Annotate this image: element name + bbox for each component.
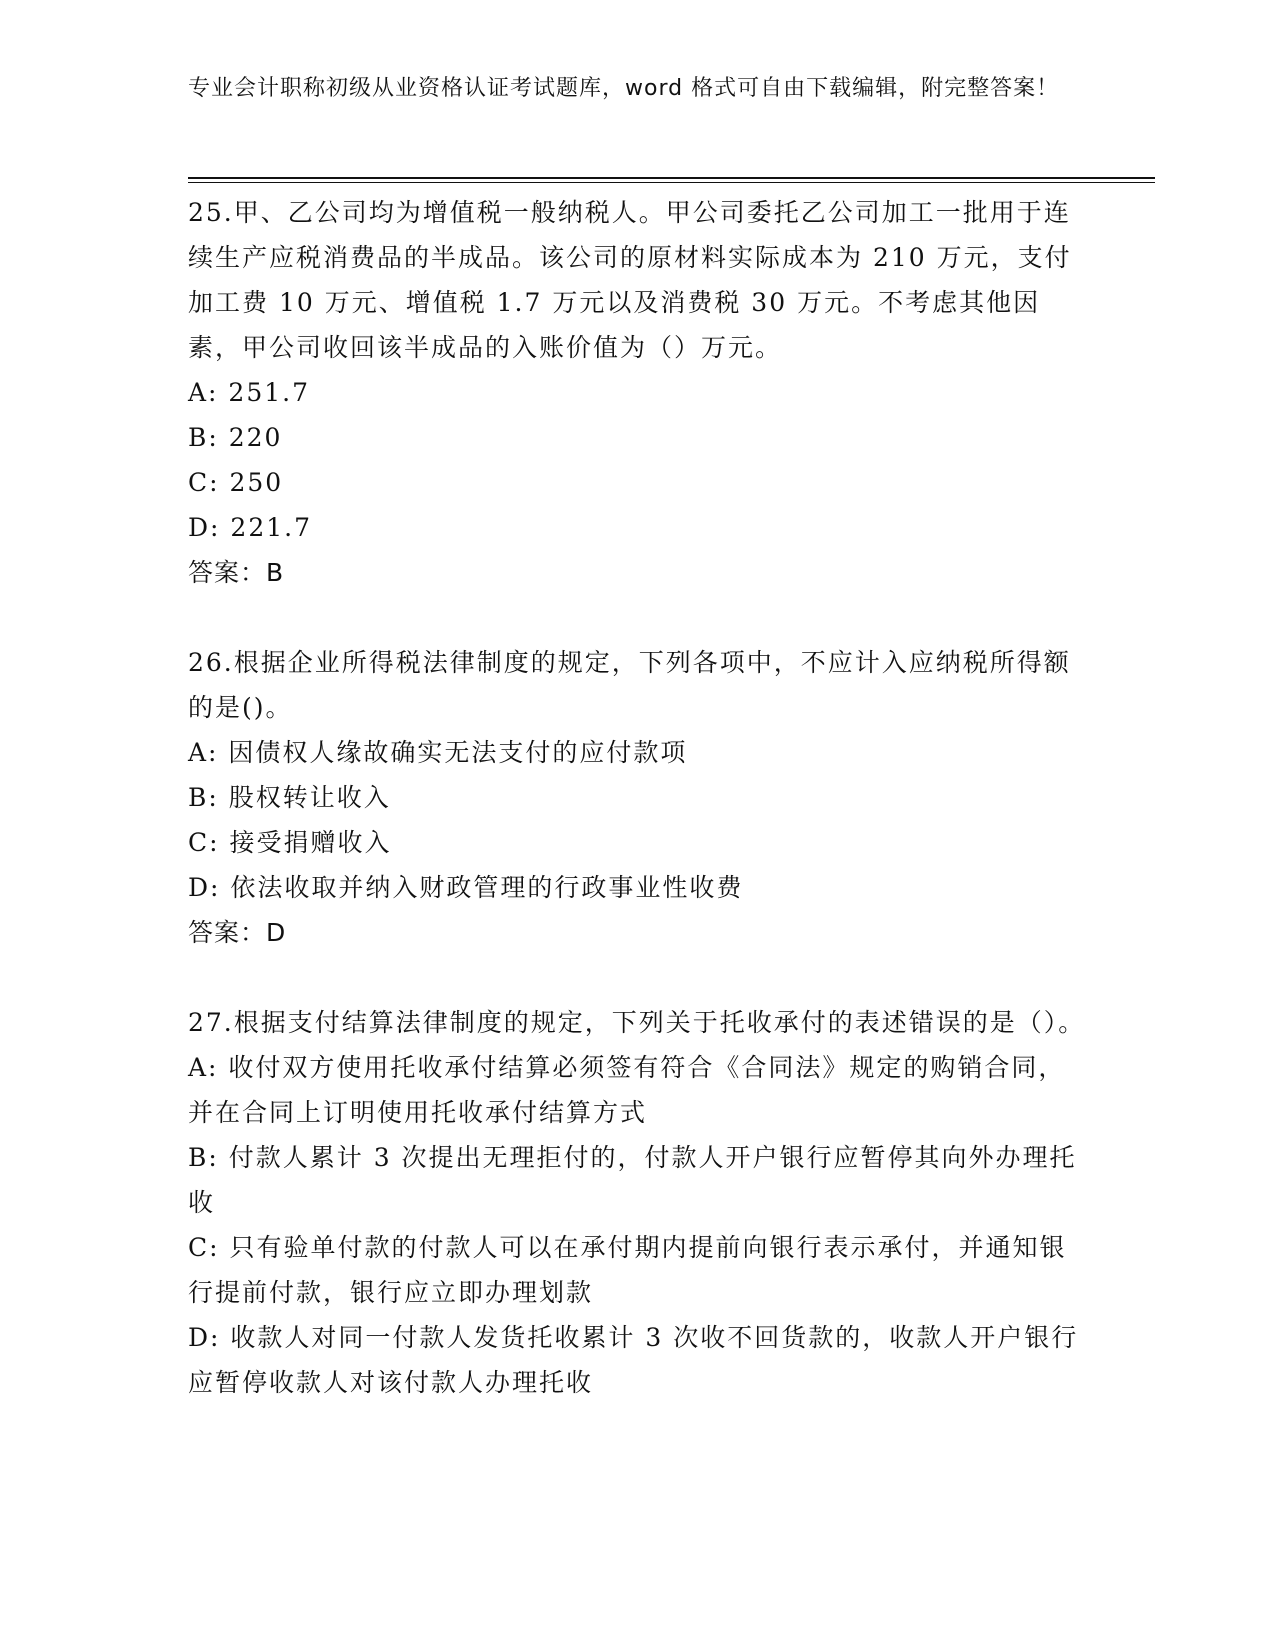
option-d: D: 依法收取并纳入财政管理的行政事业性收费: [188, 873, 744, 902]
answer-label: 答案：D: [188, 918, 287, 947]
option-a: A: 因债权人缘故确实无法支付的应付款项: [188, 738, 688, 767]
header-divider: [188, 177, 1155, 179]
option-b: B: 付款人累计 3 次提出无理拒付的，付款人开户银行应暂停其向外办理托收: [188, 1143, 1077, 1217]
option-c: C: 接受捐赠收入: [188, 828, 392, 857]
option-d: D: 221.7: [188, 513, 312, 542]
question-spacer: [188, 955, 1088, 1000]
question-list: [188, 190, 1088, 1405]
header-divider-thin: [188, 182, 1155, 183]
option-d: D: 收款人对同一付款人发货托收累计 3 次收不回货款的，收款人开户银行应暂停收款人对该付款人办理托收: [188, 1323, 1079, 1397]
option-c: C: 250: [188, 468, 284, 497]
question-25: [188, 190, 1088, 595]
option-b: B: 股权转让收入: [188, 783, 391, 812]
question-26: [188, 640, 1088, 955]
question-spacer: [188, 595, 1088, 640]
question-stem: 26.根据企业所得税法律制度的规定，下列各项中，不应计入应纳税所得额的是()。: [188, 648, 1071, 722]
option-c: C: 只有验单付款的付款人可以在承付期内提前向银行表示承付，并通知银行提前付款，银行应立即办理划款: [188, 1233, 1067, 1307]
answer-label: 答案：B: [188, 558, 285, 587]
option-a: A: 251.7: [188, 378, 310, 407]
option-b: B: 220: [188, 423, 283, 452]
document-header: 专业会计职称初级从业资格认证考试题库，word 格式可自由下载编辑，附完整答案！: [188, 76, 1060, 101]
option-a: A: 收付双方使用托收承付结算必须签有符合《合同法》规定的购销合同，并在合同上订明使用托收承付结算方式: [188, 1053, 1066, 1127]
question-27: [188, 1000, 1088, 1405]
question-stem: 27.根据支付结算法律制度的规定，下列关于托收承付的表述错误的是（）。: [188, 1008, 1086, 1037]
question-stem: 25.甲、乙公司均为增值税一般纳税人。甲公司委托乙公司加工一批用于连续生产应税消费品的半成品。该公司的原材料实际成本为 210 万元，支付加工费 10 万元、增值税 1.7 万元以及消费税 30 万元。不考虑其他因素，甲公司收回该半成品的入账价值为（）万元。: [188, 198, 1072, 362]
